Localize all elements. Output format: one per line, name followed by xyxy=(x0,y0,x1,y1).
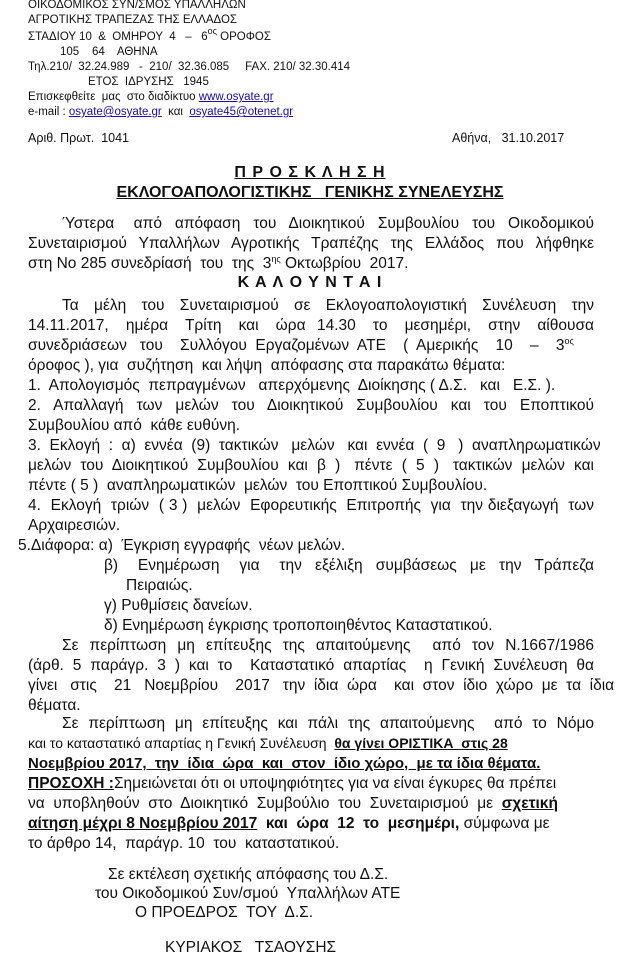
agenda-item-5-a: 5.Διάφορα: α) Έγκριση εγγραφής νέων μελών. xyxy=(18,537,346,554)
signer-name: ΚΥΡΙΑΚΟΣ ΤΣΑΟΥΣΗΣ xyxy=(165,939,337,956)
deadline-emphasis: αίτηση μέχρι 8 Νοεμβρίου 2017 xyxy=(28,815,258,832)
para3-line-4: ΠΡΟΣΟΧΗ :Σημειώνεται ότι οι υποψηφιότητες για να είναι έγκυρες θα πρέπει xyxy=(28,775,557,792)
attention-label: ΠΡΟΣΟΧΗ : xyxy=(28,775,114,792)
para3-line-1: Σε περίπτωση μη επίτευξης και πάλι της απαιτούμενης από το Νόμο xyxy=(62,715,594,732)
closing-line-2: του Οικοδομικού Συν/σμού Υπαλλήλων ΑΤΕ xyxy=(95,885,401,902)
org-phones: Τηλ.210/ 32.24.989 - 210/ 32.36.085 FAX. 210/ 32.30.414 xyxy=(28,61,351,73)
agenda-item-4-line-2: Αρχαιρεσιών. xyxy=(28,517,121,534)
closing-line-1: Σε εκτέλεση σχετικής απόφασης του Δ.Σ. xyxy=(108,866,389,883)
agenda-item-4-line-1: 4. Εκλογή τριών ( 3 ) μελών Εφορευτικής Επιτροπής για την διεξαγωγή των xyxy=(28,497,594,514)
agenda-item-5-c: γ) Ρυθμίσεις δανείων. xyxy=(104,597,253,614)
para2-line-2: (άρθ. 5 παράγρ. 3 ) και το Καταστατικό απαρτίας η Γενική Συνέλευση θα xyxy=(28,657,594,674)
place-date: Αθήνα, 31.10.2017 xyxy=(452,131,565,145)
agenda-item-5-b: β) Ενημέρωση για την εξέλιξη συμβάσεως με την Τράπεζα xyxy=(104,557,594,574)
para1-line-3: συνεδριάσεων του Συλλόγου Εργαζομένων ΑΤΕ ( Αμερικής 10 – $3^{o\varsigma}$ xyxy=(28,336,574,354)
para2-line-3: γίνει στις 21 Νοεμβρίου 2017 την ίδια ώρα και στον ίδιο χώρο με τα ίδια xyxy=(28,677,615,694)
org-founded: ΕΤΟΣ ΙΔΡΥΣΗΣ 1945 xyxy=(88,76,209,88)
para3-line-5: να υποβληθούν στο Διοικητικό Συμβούλιο του Συνεταιρισμού με σχετική xyxy=(28,795,558,812)
final-date-emphasis: θα γίνει ΟΡΙΣΤΙΚΑ στις 28 xyxy=(334,735,508,751)
org-name-line1: ΟΙΚΟΔΟΜΙΚΟΣ ΣΥΝ/ΣΜΟΣ ΥΠΑΛΛΗΛΩΝ xyxy=(28,0,246,11)
intro-line-3: στη No 285 συνεδρίασή του της $3^{\eta\varsigma}$ Οκτωβρίου 2017. xyxy=(28,254,409,272)
org-email: e-mail : osyate@osyate.gr και osyate45@otenet.gr xyxy=(28,106,294,118)
para1-line-2: 14.11.2017, ημέρα Τρίτη και ώρα 14.30 το μεσημέρι, στην αίθουσα xyxy=(28,317,594,334)
para2-line-4: θέματα. xyxy=(28,697,81,714)
agenda-item-5-b-cont: Πειραιώς. xyxy=(126,577,193,594)
email-link-2[interactable]: osyate45@otenet.gr xyxy=(189,106,294,118)
org-postcode: 105 64 ΑΘΗΝΑ xyxy=(60,46,158,58)
agenda-item-2-line-1: 2. Απαλλαγή των μελών του Διοικητικού Συμβουλίου και του Εποπτικού xyxy=(28,397,594,414)
agenda-item-3-line-1: 3. Εκλογή : α) εννέα (9) τακτικών μελών και εννέα ( 9 ) αναπληρωματικών xyxy=(28,437,601,454)
protocol-number: Αριθ. Πρωτ. 1041 xyxy=(28,131,130,145)
agenda-item-3-line-2: μελών του Διοικητικού Συμβουλίου και β ) πέντε ( 5 ) τακτικών μελών και xyxy=(28,457,594,474)
agenda-item-2-line-2: Συμβουλίου από κάθε ευθύνη. xyxy=(28,417,241,434)
para3-line-2: και το καταστατικό απαρτίας η Γενική Συνέλευση θα γίνει ΟΡΙΣΤΙΚΑ στις 28 xyxy=(28,735,508,751)
para1-line-1: Τα μέλη του Συνεταιρισμού σε Εκλογοαπολογιστική Συνέλευση την xyxy=(62,297,594,314)
document-subtitle: ΕΚΛΟΓΟΑΠΟΛΟΓΙΣΤΙΚΗΣ ΓΕΝΙΚΗΣ ΣΥΝΕΛΕΥΣΗΣ xyxy=(116,184,504,201)
org-website: Επισκεφθείτε μας στο διαδίκτυο www.osyate.gr xyxy=(28,91,274,103)
intro-line-2: Συνεταιρισμού Υπαλλήλων Αγροτικής Τραπέζης της Ελλάδος που λήφθηκε xyxy=(28,235,594,252)
president-title: Ο ΠΡΟΕΔΡΟΣ ΤΟΥ Δ.Σ. xyxy=(135,904,314,921)
email-link-1[interactable]: osyate@osyate.gr xyxy=(68,106,162,118)
para3-line-6: αίτηση μέχρι 8 Νοεμβρίου 2017 και ώρα 12 το μεσημέρι, σύμφωνα με xyxy=(28,815,550,832)
para3-line-3: Νοεμβρίου 2017, την ίδια ώρα και στον ίδιο χώρο, με τα ίδια θέματα. xyxy=(28,755,541,772)
agenda-item-1: 1. Απολογισμός πεπραγμένων απερχόμενης Διοίκησης ( Δ.Σ. και Ε.Σ. ). xyxy=(28,377,556,394)
para1-line-4: όροφος ), για συζήτηση και λήψη απόφασης στα παρακάτω θέματα: xyxy=(28,357,506,374)
org-address: ΣΤΑΔΙΟΥ 10 & ΟΜΗΡΟΥ $4 - 6^{o\varsigma}$ ΟΡΟΦΟΣ xyxy=(28,26,271,43)
summon-heading: Κ Α Λ Ο Υ Ν Τ Α Ι xyxy=(237,274,383,291)
document-title: Π Ρ Ο Σ Κ Λ Η Σ Η xyxy=(234,164,386,181)
intro-line-1: Ύστερα από απόφαση του Διοικητικού Συμβουλίου του Οικοδομικού xyxy=(62,215,594,232)
website-link[interactable]: www.osyate.gr xyxy=(198,91,274,103)
org-name-line2: ΑΓΡΟΤΙΚΗΣ ΤΡΑΠΕΖΑΣ ΤΗΣ ΕΛΛΑΔΟΣ xyxy=(28,14,238,26)
agenda-item-5-d: δ) Ενημέρωση έγκρισης τροποποιηθέντος Καταστατικού. xyxy=(104,617,493,634)
para3-line-7: το άρθρο 14, παράγρ. 10 του καταστατικού. xyxy=(28,835,340,852)
agenda-item-3-line-3: πέντε ( 5 ) αναπληρωματικών μελών του Εποπτικού Συμβουλίου. xyxy=(28,477,488,494)
para2-line-1: Σε περίπτωση μη επίτευξης της απαιτούμενης από τον Ν.1667/1986 xyxy=(62,637,594,654)
